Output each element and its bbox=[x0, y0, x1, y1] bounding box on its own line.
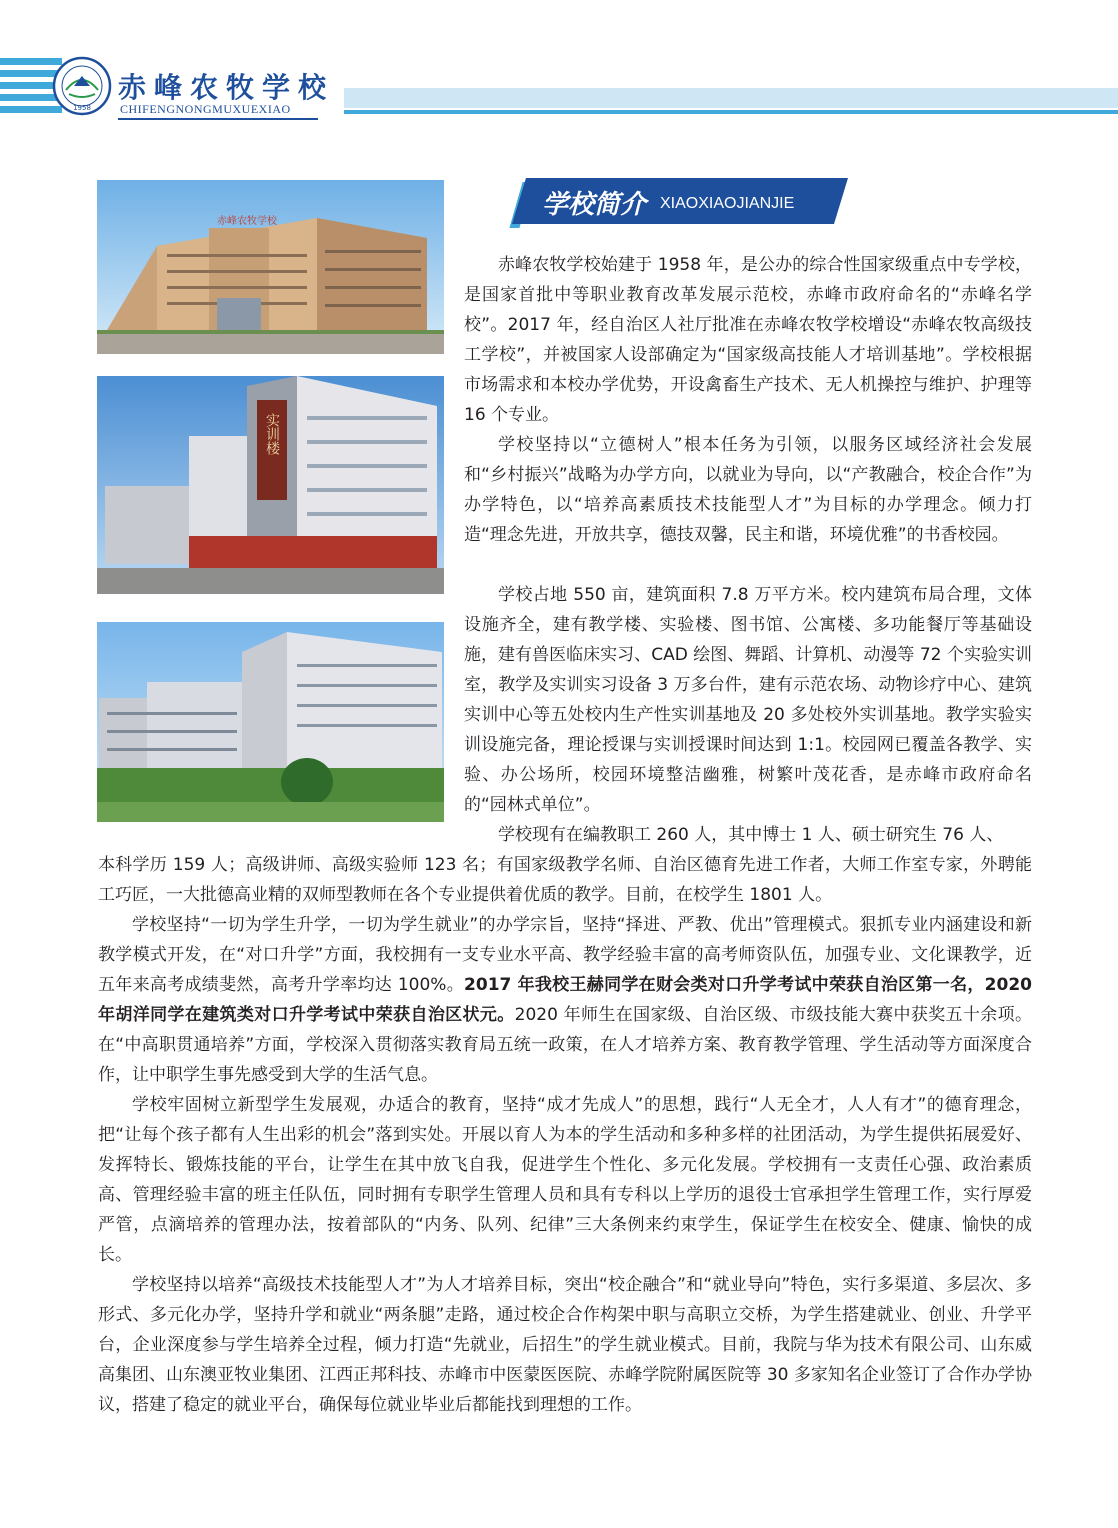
section-title bbox=[512, 178, 848, 228]
admission-text-b: 2020 年师生在国家级、自治区级、市级技能大赛中获奖五十余项。在“中高职贯通培养”方面，学校深入贯彻落实教育局五统一政策，在人才培养方案、教育教学管理、学生活动等方面深度合作，让中职学生事先感受到大学的生活气息。 bbox=[98, 1005, 1032, 1085]
paragraph-staff-head: 学校现有在编教职工 260 人，其中博士 1 人、硕士研究生 76 人、 bbox=[498, 825, 1004, 845]
training-sign: 实训楼 bbox=[264, 413, 280, 455]
school-logo-icon bbox=[52, 56, 112, 116]
logo-year: 1958 bbox=[73, 104, 91, 112]
paragraph-intro: 赤峰农牧学校始建于 1958 年，是公办的综合性国家级重点中专学校，是国家首批中等职业教育改革发展示范校，赤峰市政府命名的“赤峰名学校”。2017 年，经自治区人社厅批准在赤峰农牧学校增设“赤峰农牧高级技工学校”，并被国家人设部确定为“国家级高技能人才培训基地”。学校根据市场需求和本校办学优势，开设禽畜生产技术、无人机操控与维护、护理等 16 个专业。 bbox=[464, 255, 1032, 425]
paragraph-admission bbox=[98, 910, 1032, 1090]
photo-main-building bbox=[97, 180, 444, 354]
admission-highlight: 2017 年我校王赫同学在财会类对口升学考试中荣获自治区第一名，2020 年胡洋同学在建筑类对口升学考试中荣获自治区状元。 bbox=[98, 975, 1032, 1025]
brand-subtitle: CHIFENGNONGMUXUEXIAO bbox=[120, 102, 291, 116]
paragraph-facilities: 学校占地 550 亩，建筑面积 7.8 万平方米。校内建筑布局合理，文体设施齐全，建有教学楼、实验楼、图书馆、公寓楼、多功能餐厅等基础设施，建有兽医临床实习、CAD 绘图、舞蹈、计算机、动漫等 72 个实验实训室，教学及实训实习设备 3 万多台件，建有示范农场、动物诊疗中心、建筑实训中心等五处校内生产性实训基地及 20 多处校外实训基地。教学实验实训设施完备，理论授课与实训授课时间达到 1:1。校园网已覆盖各教学、实验、办公场所，校园环境整洁幽雅，树繁叶茂花香，是赤峰市政府命名的“园林式单位”。 bbox=[464, 585, 1032, 815]
paragraph-philosophy: 学校坚持以“立德树人”根本任务为引领，以服务区域经济社会发展和“乡村振兴”战略为办学方向，以就业为导向，以“产教融合，校企合作”为办学特色，以“培养高素质技术技能型人才”为目标的办学理念。倾力打造“理念先进，开放共享，德技双馨，民主和谐，环境优雅”的书香校园。 bbox=[464, 435, 1032, 545]
paragraph-staff-tail: 本科学历 159 人；高级讲师、高级实验师 123 名；有国家级教学名师、自治区德育先进工作者，大师工作室专家，外聘能工巧匠，一大批德高业精的双师型教师在各个专业提供着优质的教学。目前，在校学生 1801 人。 bbox=[98, 855, 1032, 905]
photo-campus bbox=[97, 622, 444, 822]
header-underline bbox=[118, 118, 318, 120]
admission-text-a: 学校坚持“一切为学生升学，一切为学生就业”的办学宗旨，坚持“择进、严教、优出”管理模式。狠抓专业内涵建设和新教学模式开发，在“对口升学”方面，我校拥有一支专业水平高、教学经验丰富的高考师资队伍，加强专业、文化课教学，近五年来高考成绩斐然，高考升学率均达 100%。 bbox=[98, 915, 1032, 995]
header-bar bbox=[344, 88, 1118, 108]
section-title-en: XIAOXIAOJIANJIE bbox=[660, 195, 795, 212]
paragraph-student-development: 学校牢固树立新型学生发展观，办适合的教育，坚持“成才先成人”的思想，践行“人无全才，人人有才”的德育理念，把“让每个孩子都有人生出彩的机会”落到实处。开展以育人为本的学生活动和多种多样的社团活动，为学生提供拓展爱好、发挥特长、锻炼技能的平台，让学生在其中放飞自我，促进学生个性化、多元化发展。学校拥有一支责任心强、政治素质高、管理经验丰富的班主任队伍，同时拥有专职学生管理人员和具有专科以上学历的退役士官承担学生管理工作，实行厚爱严管，点滴培养的管理办法，按着部队的“内务、队列、纪律”三大条例来约束学生，保证学生在校安全、健康、愉快的成长。 bbox=[98, 1095, 1032, 1265]
header-bar-accent bbox=[344, 110, 1118, 114]
section-title-cn: 学校简介 bbox=[542, 190, 647, 220]
building-sign: 赤峰农牧学校 bbox=[217, 216, 277, 227]
brand-title: 赤峰农牧学校 bbox=[118, 71, 335, 104]
photo-training-building bbox=[97, 376, 444, 594]
paragraph-employment: 学校坚持以培养“高级技术技能型人才”为人才培养目标，突出“校企融合”和“就业导向”特色，实行多渠道、多层次、多形式、多元化办学，坚持升学和就业“两条腿”走路，通过校企合作构架中职与高职立交桥，为学生搭建就业、创业、升学平台，企业深度参与学生培养全过程，倾力打造“先就业，后招生”的学生就业模式。目前，我院与华为技术有限公司、山东威高集团、山东澳亚牧业集团、江西正邦科技、赤峰市中医蒙医医院、赤峰学院附属医院等 30 多家知名企业签订了合作办学协议，搭建了稳定的就业平台，确保每位就业毕业后都能找到理想的工作。 bbox=[98, 1275, 1032, 1415]
